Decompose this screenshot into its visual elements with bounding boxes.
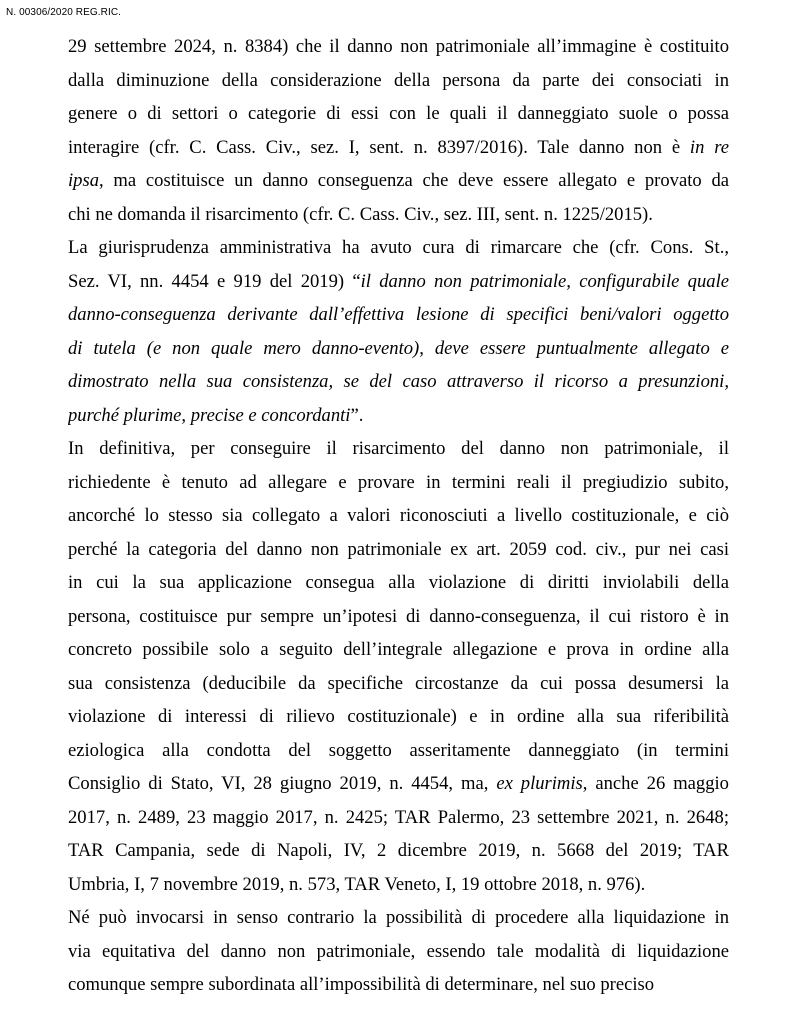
italic-text: purché plurime, precise e concordanti <box>68 404 351 426</box>
text-segment: Consiglio di Stato, VI, 28 giugno 2019, n. 4454, ma, <box>68 773 497 794</box>
text-line <box>68 901 729 935</box>
text-line <box>68 734 729 768</box>
text-line <box>68 667 729 701</box>
text-line <box>68 935 729 969</box>
text-segment: violazione di interessi di rilievo costituzionale) e in ordine alla sua riferibilità <box>68 706 729 727</box>
text-segment: , anche 26 maggio <box>582 773 729 794</box>
text-segment: chi ne domanda il risarcimento (cfr. C. Cass. Civ., sez. III, sent. n. 1225/2015). <box>68 203 653 225</box>
text-line <box>68 97 729 131</box>
text-line <box>68 767 729 801</box>
document-body <box>68 30 729 1002</box>
text-line <box>68 265 729 299</box>
text-line <box>68 399 729 433</box>
text-line <box>68 533 729 567</box>
text-segment: Umbria, I, 7 novembre 2019, n. 573, TAR Veneto, I, 19 ottobre 2018, n. 976). <box>68 873 646 895</box>
text-line <box>68 466 729 500</box>
text-segment: concreto possibile solo a seguito dell’integrale allegazione e prova in ordine alla <box>68 639 729 660</box>
text-segment: richiedente è tenuto ad allegare e provare in termini reali il pregiudizio subito, <box>68 471 729 493</box>
text-segment: In definitiva, per conseguire il risarcimento del danno non patrimoniale, il <box>68 438 729 459</box>
text-segment: interagire (cfr. C. Cass. Civ., sez. I, sent. n. 8397/2016). Tale danno non è <box>68 136 690 158</box>
text-line <box>68 198 729 232</box>
text-segment: via equitativa del danno non patrimoniale, essendo tale modalità di liquidazione <box>68 940 729 962</box>
text-line <box>68 298 729 332</box>
text-segment: 2017, n. 2489, 23 maggio 2017, n. 2425; TAR Palermo, 23 settembre 2021, n. 2648; <box>68 806 729 828</box>
text-segment: TAR Campania, sede di Napoli, IV, 2 dicembre 2019, n. 5668 del 2019; TAR <box>68 840 729 861</box>
text-segment: Sez. VI, nn. 4454 e 919 del 2019) “ <box>68 270 361 292</box>
italic-text: il danno non patrimoniale, configurabile quale <box>360 270 729 292</box>
text-segment: in cui la sua applicazione consegua alla violazione di diritti inviolabili della <box>68 572 729 593</box>
text-segment: ”. <box>350 404 364 426</box>
italic-text: ipsa <box>68 170 99 191</box>
text-segment: 29 settembre 2024, n. 8384) che il danno non patrimoniale all’immagine è costituito <box>68 36 729 57</box>
italic-text: in re <box>689 136 729 158</box>
text-line <box>68 64 729 98</box>
text-line <box>68 231 729 265</box>
text-line <box>68 834 729 868</box>
text-line <box>68 566 729 600</box>
italic-text: ex plurimis <box>496 773 583 794</box>
text-line <box>68 801 729 835</box>
text-line <box>68 30 729 64</box>
text-segment: sua consistenza (deducibile da specifiche circostanze da cui possa desumersi la <box>68 672 729 694</box>
paragraph <box>68 231 729 432</box>
text-line <box>68 164 729 198</box>
text-line <box>68 868 729 902</box>
paragraph <box>68 30 729 231</box>
text-line <box>68 499 729 533</box>
text-line <box>68 365 729 399</box>
italic-text: di tutela (e non quale mero danno-evento), deve essere puntualmente allegato e <box>68 337 729 359</box>
paragraph <box>68 901 729 1002</box>
text-line <box>68 131 729 165</box>
text-segment: La giurisprudenza amministrativa ha avuto cura di rimarcare che (cfr. Cons. St., <box>68 237 729 258</box>
text-line <box>68 332 729 366</box>
text-segment: dalla diminuzione della considerazione della persona da parte dei consociati in <box>68 69 729 91</box>
text-line <box>68 968 729 1002</box>
text-segment: perché la categoria del danno non patrimoniale ex art. 2059 cod. civ., pur nei casi <box>68 538 729 560</box>
text-segment: genere o di settori o categorie di essi con le quali il danneggiato suole o possa <box>68 103 729 124</box>
text-segment: eziologica alla condotta del soggetto asseritamente danneggiato (in termini <box>68 739 729 761</box>
text-line <box>68 633 729 667</box>
text-segment: Né può invocarsi in senso contrario la possibilità di procedere alla liquidazione in <box>68 907 729 928</box>
text-segment: persona, costituisce pur sempre un’ipotesi di danno-conseguenza, il cui ristoro è in <box>68 605 729 627</box>
paragraph <box>68 432 729 901</box>
text-line <box>68 432 729 466</box>
text-segment: , ma costituisce un danno conseguenza che deve essere allegato e provato da <box>99 170 729 191</box>
italic-text: dimostrato nella sua consistenza, se del caso attraverso il ricorso a presunzioni, <box>68 371 729 392</box>
text-segment: ancorché lo stesso sia collegato a valori riconosciuti a livello costituzionale, e ciò <box>68 505 729 526</box>
text-line <box>68 600 729 634</box>
case-number-header: N. 00306/2020 REG.RIC. <box>6 7 122 18</box>
italic-text: danno-conseguenza derivante dall’effettiva lesione di specifici beni/valori oggetto <box>68 304 729 325</box>
text-segment: comunque sempre subordinata all’impossibilità di determinare, nel suo preciso <box>68 974 655 995</box>
text-line <box>68 700 729 734</box>
